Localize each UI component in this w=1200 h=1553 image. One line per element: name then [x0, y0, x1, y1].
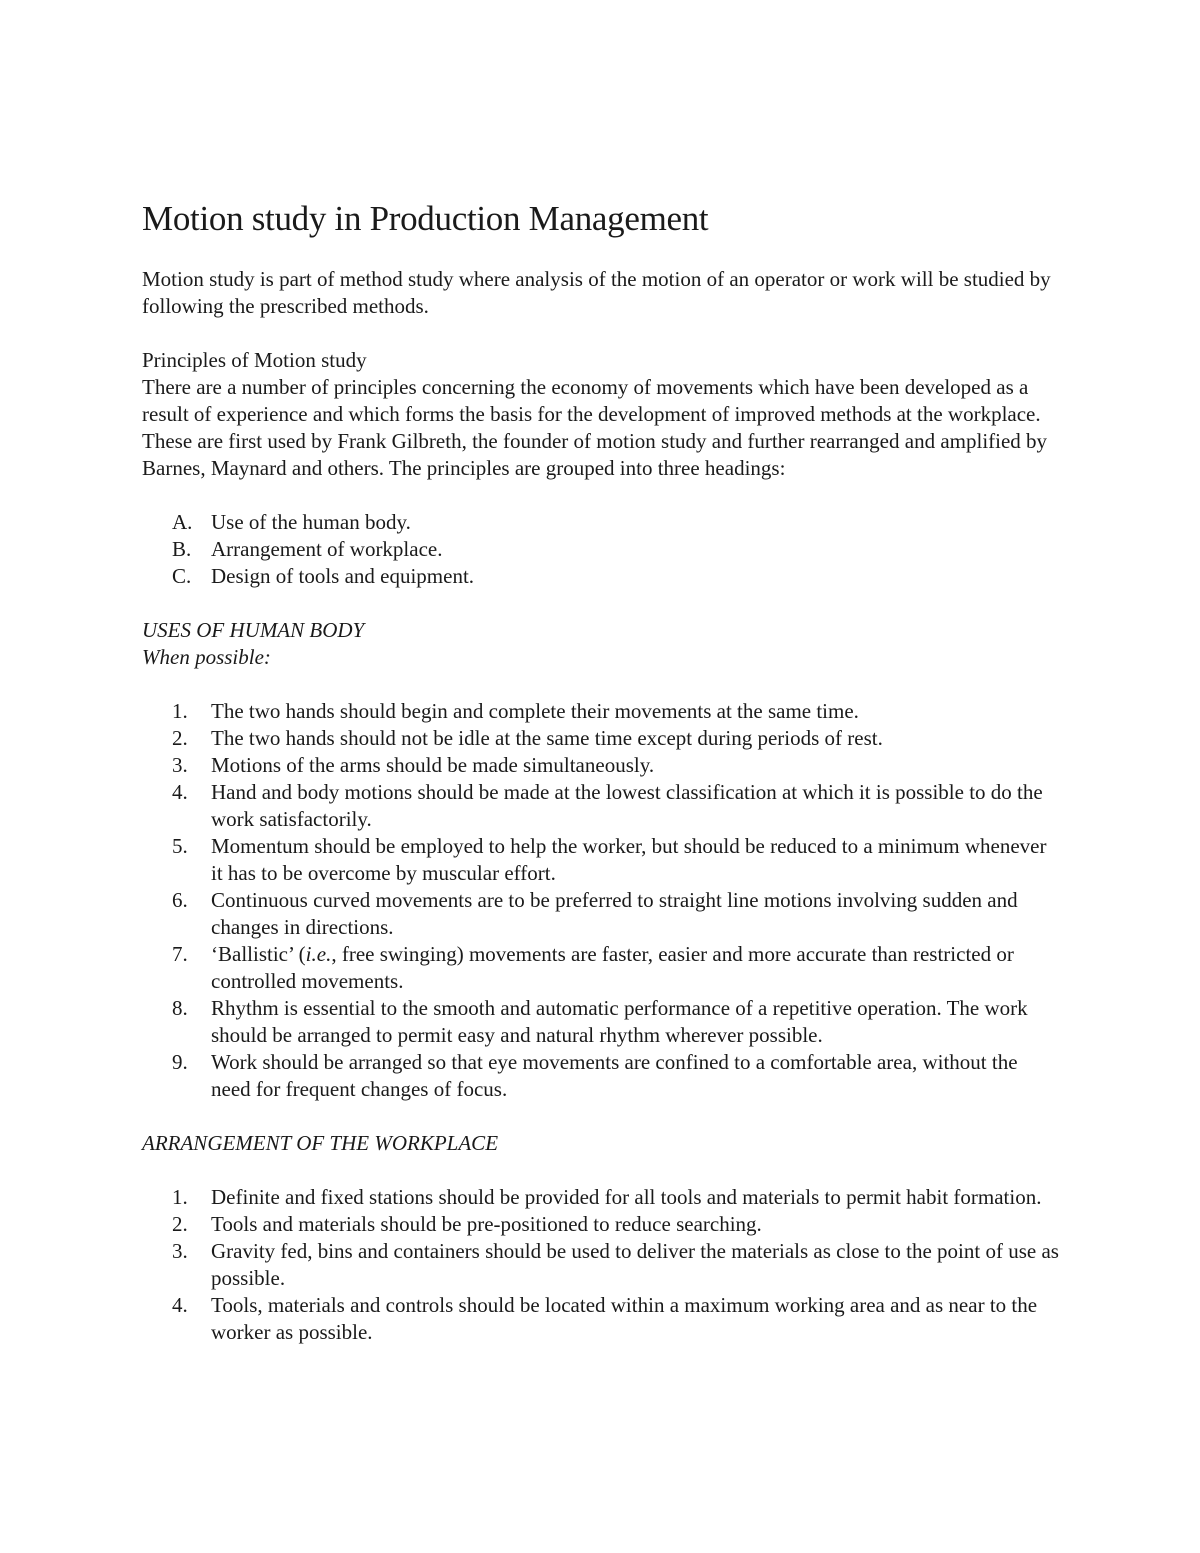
list-item-text: Tools and materials should be pre-positioned to reduce searching.	[211, 1212, 762, 1236]
spacer	[142, 590, 1062, 617]
list-item	[142, 941, 1062, 995]
list-marker: 3.	[172, 753, 188, 777]
list-item-text: Work should be arranged so that eye movements are confined to a comfortable area, without the need for frequent changes of focus.	[211, 1050, 1018, 1101]
headings-list	[142, 509, 1062, 590]
list-item-text: Arrangement of workplace.	[211, 537, 443, 561]
list-item-text-after: , free swinging) movements are faster, easier and more accurate than restricted or controlled movements.	[211, 942, 1014, 993]
list-marker: 4.	[172, 1293, 188, 1317]
list-marker: 8.	[172, 996, 188, 1020]
principles-heading: Principles of Motion study	[142, 348, 367, 372]
workplace-list	[142, 1184, 1062, 1346]
list-item-text: Momentum should be employed to help the worker, but should be reduced to a minimum whenever it has to be overcome by muscular effort.	[211, 834, 1047, 885]
list-marker: B.	[172, 537, 192, 561]
page-title: Motion study in Production Management	[142, 199, 709, 238]
list-marker: 1.	[172, 1185, 188, 1209]
list-marker: 6.	[172, 888, 188, 912]
list-item	[142, 833, 1062, 887]
human-body-list	[142, 698, 1062, 1103]
list-item	[142, 1184, 1062, 1211]
list-marker: 4.	[172, 780, 188, 804]
list-item-text: Motions of the arms should be made simultaneously.	[211, 753, 655, 777]
list-marker: 5.	[172, 834, 188, 858]
list-item	[142, 1238, 1062, 1292]
list-item-text: Continuous curved movements are to be preferred to straight line motions involving sudden and changes in directions.	[211, 888, 1018, 939]
list-item	[142, 536, 1062, 563]
list-item-text: Definite and fixed stations should be provided for all tools and materials to permit habit formation.	[211, 1185, 1042, 1209]
list-item	[142, 563, 1062, 590]
list-item-text-before: ‘Ballistic’ (	[211, 942, 306, 966]
spacer	[142, 1103, 1062, 1130]
list-item	[142, 725, 1062, 752]
list-marker: 2.	[172, 1212, 188, 1236]
spacer	[142, 1157, 1062, 1184]
list-item-text: Design of tools and equipment.	[211, 564, 475, 588]
spacer	[142, 671, 1062, 698]
list-marker: 9.	[172, 1050, 188, 1074]
principles-paragraph: There are a number of principles concerning the economy of movements which have been developed as a result of experience and which forms the basis for the development of improved methods at the workplace. These are first used by Frank Gilbreth, the founder of motion study and further rearranged and amplified by Barnes, Maynard and others. The principles are grouped into three headings:	[142, 375, 1048, 480]
list-item-text-italic: i.e.	[305, 942, 332, 966]
document-page	[142, 198, 1062, 1346]
list-marker: 1.	[172, 699, 188, 723]
list-marker: C.	[172, 564, 192, 588]
human-body-heading: USES OF HUMAN BODY	[142, 618, 365, 642]
list-item	[142, 779, 1062, 833]
list-item-text: Tools, materials and controls should be located within a maximum working area and as near to the worker as possible.	[211, 1293, 1038, 1344]
list-item-text: The two hands should begin and complete their movements at the same time.	[211, 699, 859, 723]
list-item	[142, 995, 1062, 1049]
spacer	[142, 320, 1062, 347]
list-item-text: Rhythm is essential to the smooth and automatic performance of a repetitive operation. The work should be arranged to permit easy and natural rhythm wherever possible.	[211, 996, 1028, 1047]
list-item-text: Hand and body motions should be made at the lowest classification at which it is possible to do the work satisfactorily.	[211, 780, 1043, 831]
list-item	[142, 752, 1062, 779]
list-item-text: Use of the human body.	[211, 510, 411, 534]
list-item	[142, 1049, 1062, 1103]
list-item	[142, 1292, 1062, 1346]
workplace-heading: ARRANGEMENT OF THE WORKPLACE	[142, 1131, 499, 1155]
list-item	[142, 509, 1062, 536]
list-item	[142, 887, 1062, 941]
list-marker: 2.	[172, 726, 188, 750]
list-item-text: Gravity fed, bins and containers should be used to deliver the materials as close to the point of use as possible.	[211, 1239, 1059, 1290]
list-marker: A.	[172, 510, 193, 534]
list-item	[142, 1211, 1062, 1238]
list-marker: 7.	[172, 942, 188, 966]
human-body-subheading: When possible:	[142, 645, 271, 669]
list-item-text: The two hands should not be idle at the same time except during periods of rest.	[211, 726, 883, 750]
intro-paragraph: Motion study is part of method study where analysis of the motion of an operator or work will be studied by following the prescribed methods.	[142, 267, 1051, 318]
list-item	[142, 698, 1062, 725]
spacer	[142, 482, 1062, 509]
list-marker: 3.	[172, 1239, 188, 1263]
